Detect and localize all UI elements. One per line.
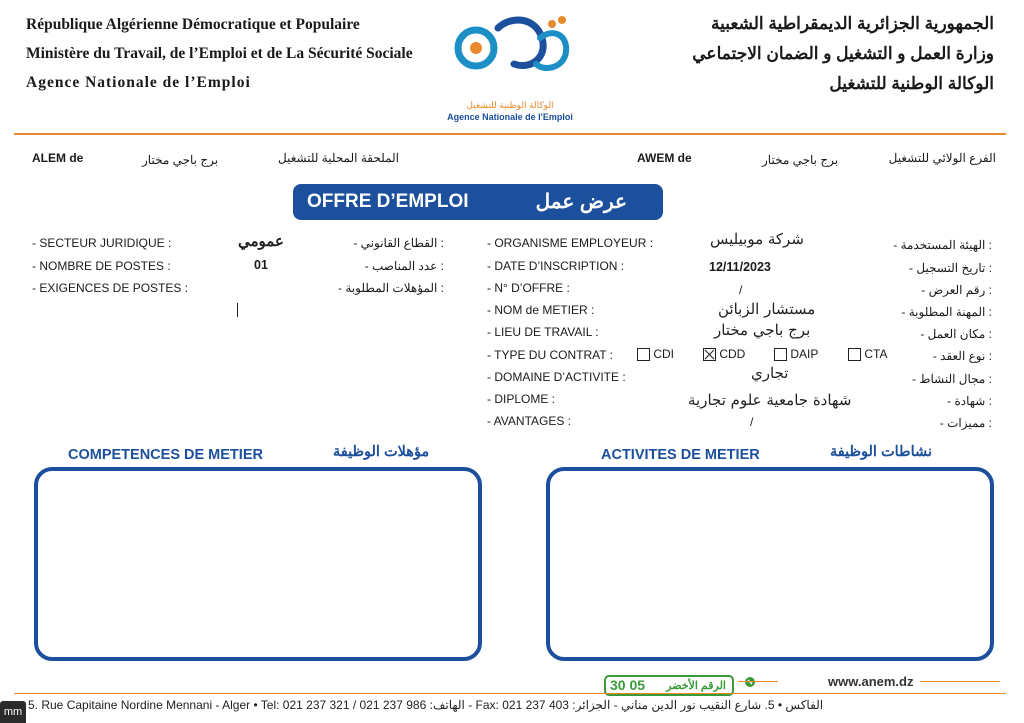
avantages-label: - AVANTAGES : <box>487 414 572 428</box>
logo-ar-text: الوكالة الوطنية للتشغيل <box>466 100 554 110</box>
metier-value: مستشار الزبائن <box>718 300 816 318</box>
contrat-label: - TYPE DU CONTRAT : <box>487 348 614 362</box>
text-cursor <box>237 303 238 317</box>
postes-label: - NOMBRE DE POSTES : <box>32 259 171 273</box>
offre-label: - N° D’OFFRE : <box>487 281 570 295</box>
cdd-label: CDD <box>719 347 746 361</box>
competences-title: COMPETENCES DE METIER <box>68 447 263 463</box>
header-ar-line2: وزارة العمل و التشغيل و الضمان الاجتماعي <box>692 44 994 63</box>
daip-checkbox[interactable] <box>774 348 787 361</box>
exigences-label: - EXIGENCES DE POSTES : <box>32 281 189 295</box>
green-label: الرقم الأخضر <box>666 680 726 692</box>
corner-tab[interactable]: mm <box>0 701 26 723</box>
footer-address: 5. Rue Capitaine Nordine Mennani - Alger • Tel: 021 237 321 / 021 237 986 :الهاتف - Fax: 021 237 403 :الفاكس • 5. شارع النقيب نور الدين مناني - الجزائر <box>28 698 824 712</box>
contrat-option-cdd[interactable] <box>703 347 745 361</box>
contrat-option-cta[interactable] <box>848 347 887 361</box>
date-value: 12/11/2023 <box>709 260 771 274</box>
activites-box[interactable] <box>546 467 994 661</box>
title-ar: عرض عمل <box>535 191 627 213</box>
lieu-value: برج باجي مختار <box>714 321 811 339</box>
footer-rule-left <box>738 681 778 682</box>
diplome-value: شهادة جامعية علوم تجارية <box>688 391 852 409</box>
diplome-label: - DIPLOME : <box>487 392 556 406</box>
postes-ar-label: - عدد المناصب : <box>364 259 444 273</box>
competences-ar-title: مؤهلات الوظيفة <box>333 444 430 460</box>
lieu-label: - LIEU DE TRAVAIL : <box>487 325 599 339</box>
metier-label: - NOM de METIER : <box>487 303 595 317</box>
alem-value: برج باجي مختار <box>142 153 219 167</box>
anem-logo-icon <box>440 8 580 98</box>
diplome-ar-label: - شهادة : <box>947 394 992 408</box>
date-ar-label: - تاريخ التسجيل : <box>909 261 992 275</box>
cta-checkbox[interactable] <box>848 348 861 361</box>
cdi-checkbox[interactable] <box>637 348 650 361</box>
title-fr: OFFRE D’EMPLOI <box>307 191 469 212</box>
cdd-checkbox-checked[interactable] <box>703 348 716 361</box>
header-fr-line3: Agence Nationale de l’Emploi <box>26 74 251 91</box>
metier-ar-label: - المهنة المطلوبة : <box>901 305 992 319</box>
green-number: 30 05 <box>610 677 646 693</box>
domaine-value: تجاري <box>751 364 789 382</box>
activites-title: ACTIVITES DE METIER <box>601 447 760 463</box>
website[interactable]: www.anem.dz <box>828 674 914 689</box>
footer-divider <box>14 693 1006 694</box>
contrat-option-daip[interactable] <box>774 347 818 361</box>
avantages-ar-label: - مميزات : <box>939 416 992 430</box>
offre-ar-label: - رقم العرض : <box>921 283 992 297</box>
title-banner <box>293 184 663 220</box>
anem-logo <box>440 8 580 126</box>
competences-box[interactable] <box>34 467 482 661</box>
avantages-value: / <box>750 415 754 429</box>
footer-rule-right <box>920 681 1000 682</box>
cta-label: CTA <box>864 347 888 361</box>
activites-ar-title: نشاطات الوظيفة <box>830 444 932 460</box>
secteur-ar-label: - القطاع القانوني : <box>353 236 444 250</box>
secteur-value: عمومي <box>238 232 284 250</box>
header-fr-line2: Ministère du Travail, de l’Emploi et de La Sécurité Sociale <box>26 45 413 62</box>
contrat-option-cdi[interactable] <box>637 347 674 361</box>
awem-value: برج باجي مختار <box>762 153 839 167</box>
offre-value: / <box>739 283 743 297</box>
header-fr-line1: République Algérienne Démocratique et Populaire <box>26 16 360 33</box>
exigences-ar-label: - المؤهلات المطلوبة : <box>338 281 444 295</box>
cdi-label: CDI <box>653 347 675 361</box>
contrat-ar-label: - نوع العقد : <box>932 349 992 363</box>
organisme-value: شركة موبيليس <box>710 230 804 248</box>
lieu-ar-label: - مكان العمل : <box>920 327 992 341</box>
header-ar-line3: الوكالة الوطنية للتشغيل <box>829 74 994 93</box>
secteur-label: - SECTEUR JURIDIQUE : <box>32 236 172 250</box>
postes-value: 01 <box>254 258 268 272</box>
logo-fr-text: Agence Nationale de l'Emploi <box>447 112 573 122</box>
alem-label: ALEM de <box>32 151 84 165</box>
header-divider <box>14 133 1006 135</box>
domaine-ar-label: - مجال النشاط : <box>912 372 992 386</box>
date-label: - DATE D’INSCRIPTION : <box>487 259 625 273</box>
header-ar-line1: الجمهورية الجزائرية الديمقراطية الشعبية <box>711 14 994 33</box>
organisme-label: - ORGANISME EMPLOYEUR : <box>487 236 654 250</box>
domaine-label: - DOMAINE D’ACTIVITE : <box>487 370 626 384</box>
organisme-ar-label: - الهيئة المستخدمة : <box>893 238 992 252</box>
awem-ar-label: الفرع الولائي للتشغيل <box>888 151 996 165</box>
alem-ar-label: الملحقة المحلية للتشغيل <box>278 151 399 165</box>
daip-label: DAIP <box>790 347 819 361</box>
awem-label: AWEM de <box>637 151 692 165</box>
